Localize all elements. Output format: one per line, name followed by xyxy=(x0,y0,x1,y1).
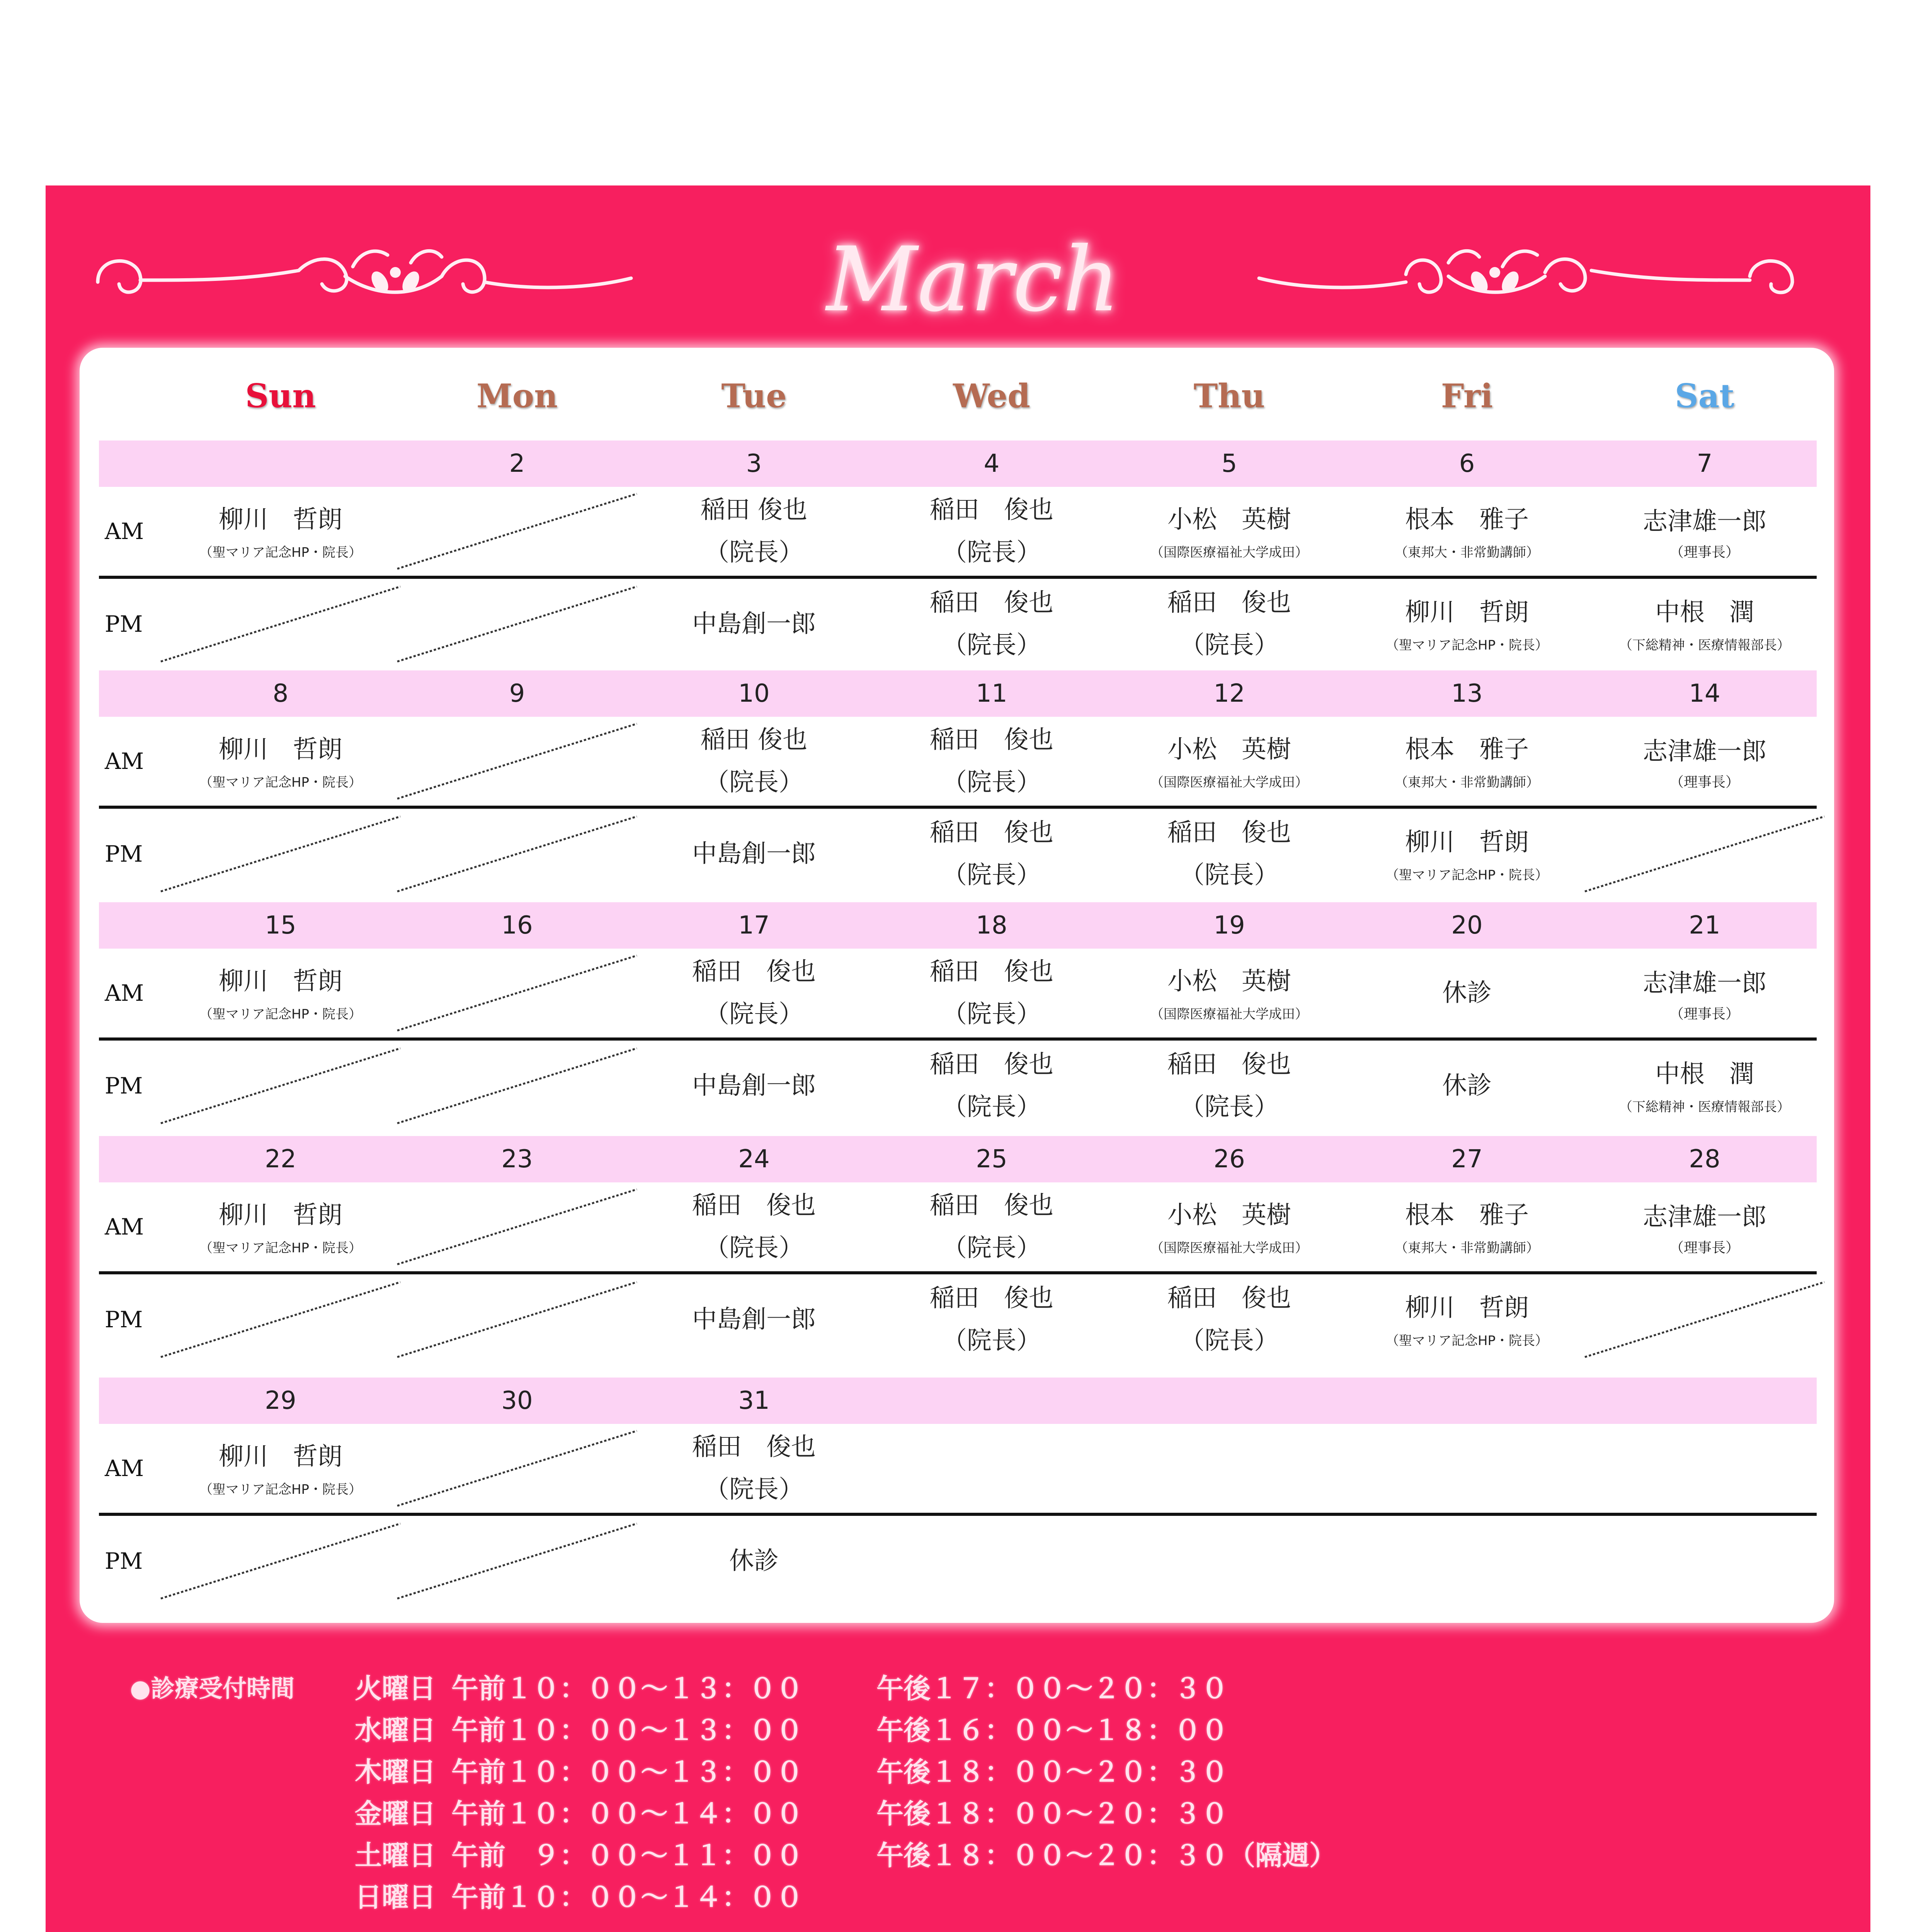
doctor-name: 小松 英樹 xyxy=(1167,505,1291,534)
doctor-affiliation: （院長） xyxy=(704,1234,803,1262)
doctor-name: 稲田 俊也 xyxy=(930,496,1053,524)
date-number: 26 xyxy=(1213,1145,1245,1173)
day-header-sat: Sat xyxy=(1675,377,1734,415)
doctor-affiliation: （聖マリア記念HP・院長） xyxy=(199,1240,362,1256)
date-number: 18 xyxy=(976,911,1007,940)
doctor-affiliation: （院長） xyxy=(704,1475,803,1504)
doctor-affiliation: （理事長） xyxy=(1669,544,1739,560)
doctor-affiliation: （東邦大・非常勤講師） xyxy=(1395,1240,1539,1256)
doctor-name: 小松 英樹 xyxy=(1167,967,1291,996)
doctor-name: 稲田 俊也 xyxy=(930,1191,1053,1220)
hours-pm: 午後１６：００～１８：００ xyxy=(876,1714,1228,1746)
doctor-name: 稲田 俊也 xyxy=(930,588,1053,617)
doctor-affiliation: （院長） xyxy=(942,538,1041,567)
doctor-name: 小松 英樹 xyxy=(1167,1201,1291,1230)
unavailable-slash xyxy=(161,1048,400,1123)
doctor-name: 柳川 哲朗 xyxy=(219,1442,342,1471)
doctor-affiliation: （院長） xyxy=(1180,1093,1279,1121)
doctor-affiliation: （国際医療福祉大学成田） xyxy=(1150,1007,1308,1022)
doctor-affiliation: （院長） xyxy=(1180,861,1279,889)
doctor-name: 中島創一郎 xyxy=(692,1071,816,1100)
doctor-name: 稲田 俊也 xyxy=(1167,1284,1291,1313)
unavailable-slash xyxy=(161,1282,400,1357)
doctor-name: 稲田 俊也 xyxy=(930,1050,1053,1079)
doctor-name: 稲田 俊也 xyxy=(930,1284,1053,1313)
hours-am: 午前１０：００～１３：００ xyxy=(451,1673,803,1704)
unavailable-slash xyxy=(1585,816,1824,891)
doctor-name: 稲田 俊也 xyxy=(1167,588,1291,617)
doctor-name: 稲田 俊也 xyxy=(692,957,816,986)
doctor-name: 根本 雅子 xyxy=(1405,505,1529,534)
hours-pm: 午後１８：００～２０：３０ xyxy=(876,1798,1228,1830)
hours-heading: ●診療受付時間 xyxy=(130,1674,295,1702)
hours-day: 金曜日 xyxy=(355,1798,436,1830)
doctor-name: 中島創一郎 xyxy=(692,610,816,638)
day-header-mon: Mon xyxy=(476,377,558,415)
unavailable-slash xyxy=(397,956,637,1031)
day-header-fri: Fri xyxy=(1441,377,1493,415)
unavailable-slash xyxy=(397,1282,637,1357)
date-number: 21 xyxy=(1689,911,1720,940)
am-label: AM xyxy=(105,980,144,1006)
date-number: 28 xyxy=(1689,1145,1720,1173)
day-header-thu: Thu xyxy=(1193,377,1265,415)
doctor-affiliation: （院長） xyxy=(704,1000,803,1029)
hours-am: 午前１０：００～１３：００ xyxy=(451,1756,803,1788)
unavailable-slash xyxy=(1585,1282,1824,1357)
doctor-affiliation: （理事長） xyxy=(1669,1240,1739,1256)
am-label: AM xyxy=(105,1455,144,1481)
month-title: March xyxy=(826,228,1120,332)
doctor-affiliation: （聖マリア記念HP・院長） xyxy=(199,1007,362,1022)
doctor-affiliation: （院長） xyxy=(942,1234,1041,1262)
doctor-affiliation: （東邦大・非常勤講師） xyxy=(1395,775,1539,790)
unavailable-slash xyxy=(397,816,637,891)
date-number: 19 xyxy=(1213,911,1245,940)
doctor-name: 稲田 俊也 xyxy=(692,1191,816,1220)
schedule-panel xyxy=(46,185,1870,1932)
doctor-name: 中島創一郎 xyxy=(692,840,816,868)
hours-am: 午前 ９：００～１１：００ xyxy=(451,1840,803,1871)
doctor-affiliation: （院長） xyxy=(942,1093,1041,1121)
am-label: AM xyxy=(105,1214,144,1240)
date-number: 20 xyxy=(1451,911,1483,940)
unavailable-slash xyxy=(161,816,400,891)
doctor-name: 柳川 哲朗 xyxy=(219,735,342,764)
date-number: 10 xyxy=(738,679,770,708)
date-number: 16 xyxy=(501,911,533,940)
doctor-affiliation: （院長） xyxy=(704,538,803,567)
doctor-affiliation: （聖マリア記念HP・院長） xyxy=(199,775,362,790)
doctor-affiliation: （聖マリア記念HP・院長） xyxy=(1385,638,1548,653)
doctor-affiliation: （院長） xyxy=(942,768,1041,797)
date-number: 4 xyxy=(984,449,1000,478)
doctor-name: 休診 xyxy=(1442,1071,1492,1100)
date-number: 22 xyxy=(265,1145,296,1173)
hours-day: 木曜日 xyxy=(355,1756,436,1788)
doctor-affiliation: （院長） xyxy=(942,1327,1041,1355)
date-number: 31 xyxy=(738,1386,770,1415)
doctor-affiliation: （聖マリア記念HP・院長） xyxy=(1385,1333,1548,1349)
date-number: 23 xyxy=(501,1145,533,1173)
pm-label: PM xyxy=(105,841,143,867)
doctor-affiliation: （院長） xyxy=(704,768,803,797)
doctor-affiliation: （聖マリア記念HP・院長） xyxy=(199,1482,362,1497)
doctor-name: 休診 xyxy=(729,1547,779,1575)
pm-label: PM xyxy=(105,1073,143,1099)
doctor-affiliation: （国際医療福祉大学成田） xyxy=(1150,1240,1308,1256)
date-number: 12 xyxy=(1213,679,1245,708)
date-number: 30 xyxy=(501,1386,533,1415)
doctor-name: 志津雄一郎 xyxy=(1643,969,1766,998)
date-number: 24 xyxy=(738,1145,770,1173)
date-number: 3 xyxy=(746,449,762,478)
unavailable-slash xyxy=(397,494,637,569)
unavailable-slash xyxy=(397,724,637,799)
unavailable-slash xyxy=(397,1189,637,1264)
doctor-affiliation: （院長） xyxy=(942,631,1041,660)
unavailable-slash xyxy=(397,1524,637,1599)
doctor-affiliation: （聖マリア記念HP・院長） xyxy=(1385,867,1548,883)
doctor-name: 稲田 俊也 xyxy=(692,1433,816,1461)
date-number: 13 xyxy=(1451,679,1483,708)
doctor-affiliation: （国際医療福祉大学成田） xyxy=(1150,775,1308,790)
date-number: 5 xyxy=(1221,449,1237,478)
date-number: 11 xyxy=(976,679,1007,708)
doctor-name: 中根 潤 xyxy=(1655,1060,1754,1088)
hours-day: 水曜日 xyxy=(355,1714,436,1746)
doctor-name: 休診 xyxy=(1442,979,1492,1007)
date-number: 6 xyxy=(1459,449,1475,478)
doctor-name: 稲田 俊也 xyxy=(930,726,1053,754)
date-number: 8 xyxy=(272,679,289,708)
doctor-name: 稲田 俊也 xyxy=(700,496,808,524)
unavailable-slash xyxy=(397,1048,637,1123)
date-number: 25 xyxy=(976,1145,1007,1173)
day-header-sun: Sun xyxy=(245,377,316,415)
unavailable-slash xyxy=(161,1524,400,1599)
doctor-affiliation: （聖マリア記念HP・院長） xyxy=(199,545,362,560)
doctor-name: 柳川 哲朗 xyxy=(219,505,342,534)
unavailable-slash xyxy=(397,1431,637,1506)
hours-am: 午前１０：００～１３：００ xyxy=(451,1714,803,1746)
ornament-left-icon xyxy=(82,240,647,321)
doctor-affiliation: （院長） xyxy=(942,861,1041,889)
doctor-affiliation: （東邦大・非常勤講師） xyxy=(1395,545,1539,560)
doctor-affiliation: （院長） xyxy=(1180,1327,1279,1355)
doctor-affiliation: （理事長） xyxy=(1669,774,1739,790)
doctor-name: 中根 潤 xyxy=(1655,598,1754,627)
doctor-name: 根本 雅子 xyxy=(1405,1201,1529,1230)
date-number: 15 xyxy=(265,911,296,940)
pm-label: PM xyxy=(105,611,143,637)
doctor-name: 小松 英樹 xyxy=(1167,735,1291,764)
day-header-wed: Wed xyxy=(953,377,1030,415)
date-number: 17 xyxy=(738,911,770,940)
doctor-affiliation: （下総精神・医療情報部長） xyxy=(1619,638,1790,653)
hours-am: 午前１０：００～１４：００ xyxy=(451,1798,803,1830)
doctor-name: 柳川 哲朗 xyxy=(1405,598,1529,627)
am-label: AM xyxy=(105,518,144,544)
date-number: 2 xyxy=(509,449,525,478)
pm-label: PM xyxy=(105,1306,143,1333)
date-number: 7 xyxy=(1696,449,1713,478)
pm-label: PM xyxy=(105,1548,143,1574)
doctor-name: 柳川 哲朗 xyxy=(1405,828,1529,857)
doctor-name: 稲田 俊也 xyxy=(930,957,1053,986)
date-number: 14 xyxy=(1689,679,1720,708)
unavailable-slash xyxy=(161,587,400,662)
hours-am: 午前１０：００～１４：００ xyxy=(451,1881,803,1913)
doctor-name: 稲田 俊也 xyxy=(930,818,1053,847)
doctor-name: 稲田 俊也 xyxy=(1167,1050,1291,1079)
doctor-name: 中島創一郎 xyxy=(692,1305,816,1334)
hours-pm: 午後１７：００～２０：３０ xyxy=(876,1673,1228,1704)
hours-pm: 午後１８：００～２０：３０ xyxy=(876,1756,1228,1788)
doctor-name: 志津雄一郎 xyxy=(1643,1203,1766,1231)
doctor-affiliation: （理事長） xyxy=(1669,1006,1739,1022)
unavailable-slashes xyxy=(80,348,1834,1623)
day-header-tue: Tue xyxy=(721,377,787,415)
hours-pm: 午後１８：００～２０：３０（隔週） xyxy=(876,1840,1336,1871)
date-number: 29 xyxy=(265,1386,296,1415)
doctor-name: 柳川 哲朗 xyxy=(219,967,342,996)
date-number: 9 xyxy=(509,679,525,708)
doctor-affiliation: （下総精神・医療情報部長） xyxy=(1619,1099,1790,1115)
doctor-name: 稲田 俊也 xyxy=(1167,818,1291,847)
doctor-affiliation: （国際医療福祉大学成田） xyxy=(1150,545,1308,560)
doctor-name: 根本 雅子 xyxy=(1405,735,1529,764)
calendar-card xyxy=(80,348,1834,1623)
hours-day: 火曜日 xyxy=(355,1673,436,1704)
doctor-name: 志津雄一郎 xyxy=(1643,737,1766,766)
doctor-name: 稲田 俊也 xyxy=(700,726,808,754)
doctor-affiliation: （院長） xyxy=(942,1000,1041,1029)
unavailable-slash xyxy=(397,587,637,662)
hours-day: 土曜日 xyxy=(355,1840,436,1871)
am-label: AM xyxy=(105,748,144,774)
doctor-name: 志津雄一郎 xyxy=(1643,507,1766,536)
date-number: 27 xyxy=(1451,1145,1483,1173)
ornament-right-icon xyxy=(1244,240,1808,321)
doctor-name: 柳川 哲朗 xyxy=(1405,1294,1529,1322)
hours-day: 日曜日 xyxy=(355,1881,436,1913)
doctor-name: 柳川 哲朗 xyxy=(219,1201,342,1230)
doctor-affiliation: （院長） xyxy=(1180,631,1279,660)
